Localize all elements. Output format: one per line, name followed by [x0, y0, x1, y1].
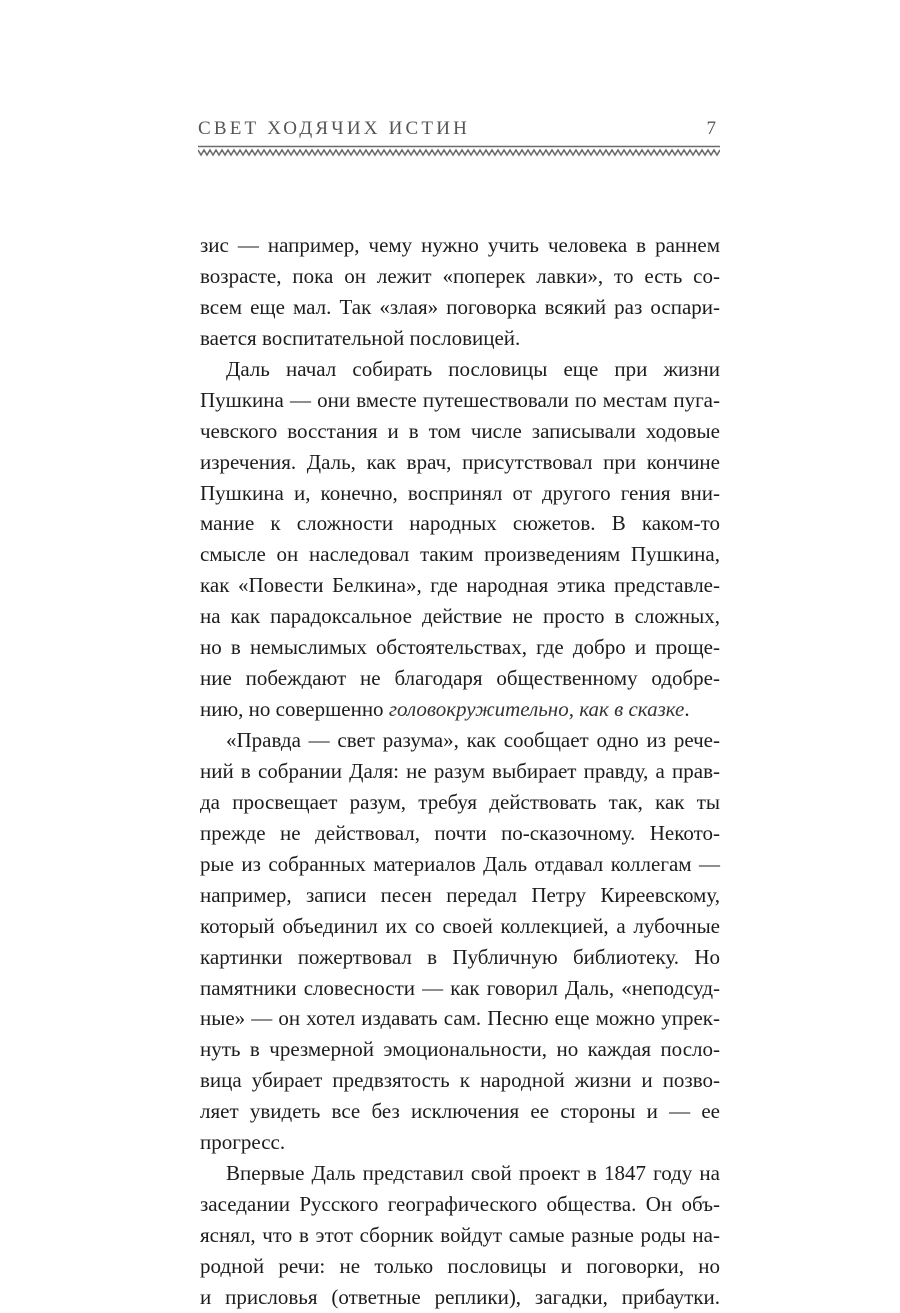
- paragraph-start-line: Даль начал собирать пословицы еще при жизни: [226, 356, 720, 381]
- text-line: родной речи: не только пословицы и поговорки, но: [200, 1253, 720, 1278]
- text-line: ляет увидеть все без исключения ее стороны и — ее: [200, 1099, 720, 1124]
- text-line: изречения. Даль, как врач, присутствовал при кончине: [200, 449, 720, 474]
- text-line: [200, 694, 720, 725]
- text-line: мание к сложности народных сюжетов. В каком-то: [200, 511, 720, 536]
- text-line: но в немыслимых обстоятельствах, где добро и проще-: [200, 635, 720, 660]
- text-line: Пушкина и, конечно, воспринял от другого гения вни-: [200, 480, 720, 505]
- text-line: яснял, что в этот сборник войдут самые разные роды на-: [200, 1223, 720, 1247]
- text-line: памятники словесности — как говорил Даль, «неподсуд-: [200, 975, 720, 1000]
- text-line: рые из собранных материалов Даль отдавал коллегам —: [200, 851, 720, 876]
- text-line: Пушкина — они вместе путешествовали по местам пуга-: [200, 387, 720, 412]
- text-line: ние побеждают не благодаря общественному одобре-: [200, 666, 720, 691]
- text-run: нию, но совершенно: [200, 697, 389, 722]
- text-line: возрасте, пока он лежит «поперек лавки», то есть со-: [200, 263, 720, 288]
- page-number: 7: [706, 118, 716, 139]
- running-title: СВЕТ ХОДЯЧИХ ИСТИН: [198, 118, 471, 139]
- text-line: который объединил их со своей коллекцией, а лубочные: [200, 913, 720, 938]
- text-line: да просвещает разум, требуя действовать так, как ты: [200, 789, 720, 814]
- text-line: ний в собрании Даля: не разум выбирает правду, а прав-: [200, 758, 720, 783]
- text-line: чевского восстания и в том числе записывали ходовые: [200, 418, 720, 443]
- text-line: вица убирает предвзятость к народной жизни и позво-: [200, 1068, 720, 1093]
- paragraph-start-line: Впервые Даль представил свой проект в 1847 году на: [226, 1161, 720, 1186]
- text-body: [200, 230, 720, 1313]
- text-line: картинки пожертвовал в Публичную библиотеку. Но: [200, 944, 720, 969]
- text-line: и присловья (ответные реплики), загадки, прибаутки.: [200, 1284, 720, 1309]
- text-run: .: [684, 697, 690, 722]
- text-line: заседании Русского географического общества. Он объ-: [200, 1192, 720, 1217]
- text-line: прежде не действовал, почти по-сказочному. Некото-: [200, 820, 720, 845]
- text-line: ные» — он хотел издавать сам. Песню еще можно упрек-: [200, 1006, 720, 1031]
- text-line: как «Повести Белкина», где народная этика представле-: [200, 573, 720, 598]
- italic-run: головокружительно, как в сказке: [388, 697, 685, 722]
- text-line: зис — например, чему нужно учить человека в раннем: [200, 233, 720, 257]
- header-ornament-rule: [198, 145, 720, 157]
- paragraph-start-line: «Правда — свет разума», как сообщает одно из рече-: [226, 728, 720, 752]
- text-line: вается воспитательной пословицей.: [200, 325, 521, 350]
- text-line: например, записи песен передал Петру Киреевскому,: [200, 882, 720, 907]
- running-header: [198, 118, 720, 148]
- text-line: всем еще мал. Так «злая» поговорка всякий раз оспари-: [200, 294, 720, 319]
- text-line: нуть в чрезмерной эмоциональности, но каждая посло-: [200, 1037, 720, 1062]
- text-line: на как парадоксальное действие не просто в сложных,: [200, 604, 720, 629]
- text-line: смысле он наследовал таким произведениям Пушкина,: [200, 542, 720, 567]
- text-line: прогресс.: [200, 1130, 286, 1155]
